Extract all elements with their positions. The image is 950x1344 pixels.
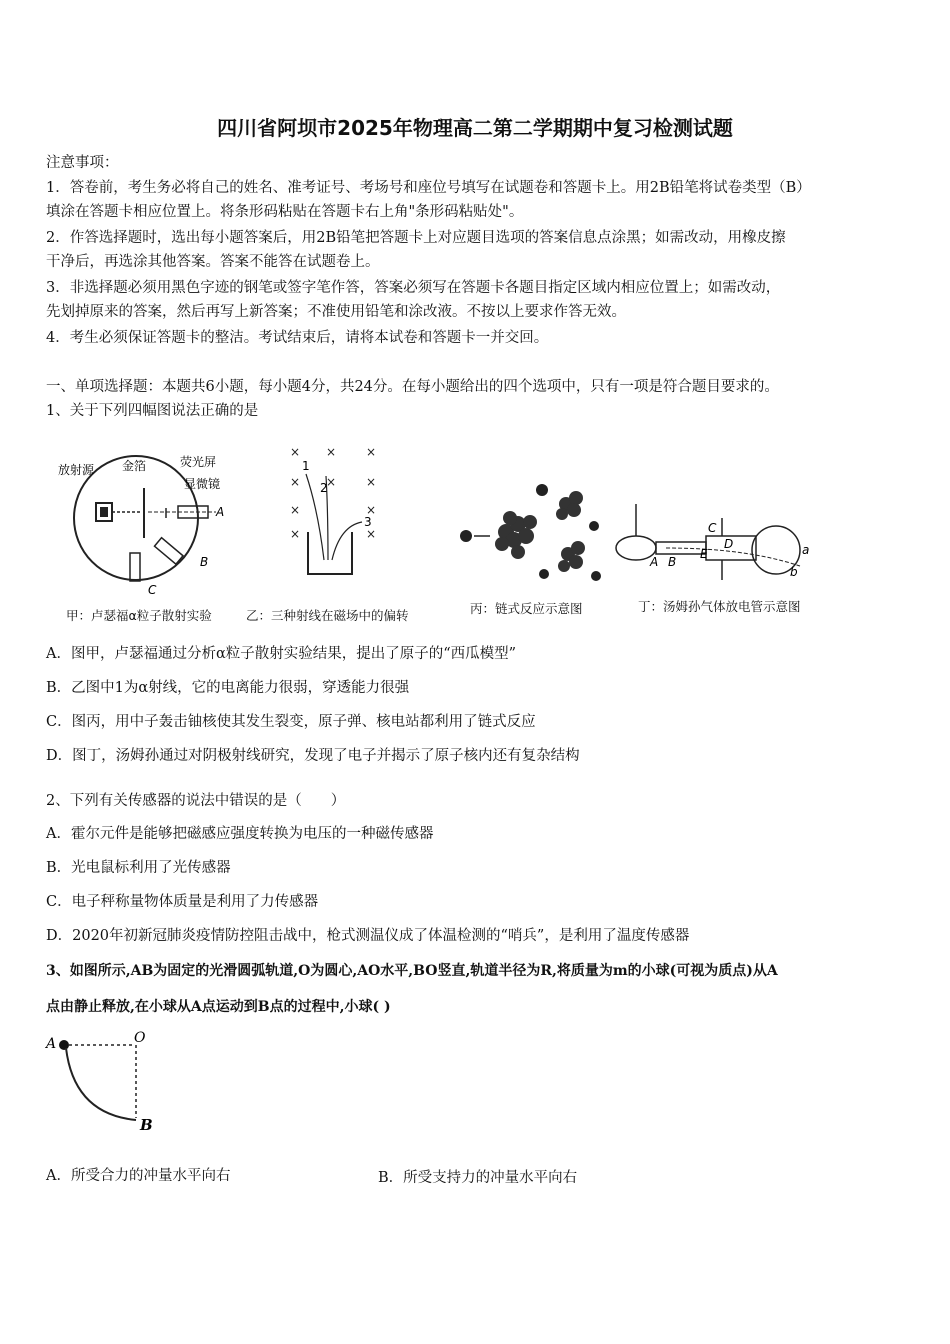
svg-text:×: × [290, 503, 301, 517]
label-A: A [216, 505, 225, 519]
notice-line: 先划掉原来的答案，然后再写上新答案；不准使用铅笔和涂改液。不按以上要求作答无效。 [46, 304, 626, 320]
label-gold-foil: 金箔 [122, 459, 147, 473]
figure-chain-reaction [456, 478, 606, 588]
figure-rutherford [56, 448, 246, 598]
svg-text:×: × [326, 445, 337, 459]
svg-text:×: × [326, 475, 337, 489]
caption-jia: 甲：卢瑟福α粒子散射实验 [66, 608, 212, 623]
label-E: E [700, 547, 708, 561]
label-ray-1: 1 [302, 459, 310, 473]
notice-line: 3．非选择题必须用黑色字迹的钢笔或签字笔作答，答案必须写在答题卡各题目指定区域内相应位置上；如需改动， [46, 280, 781, 296]
svg-text:×: × [290, 445, 301, 459]
section-heading: 一、单项选择题：本题共6小题，每小题4分，共24分。在每小题给出的四个选项中，只有一项是符合题目要求的。 [46, 379, 779, 395]
label-point-A: A [46, 1036, 57, 1052]
question-2-option-d: D．2020年初新冠肺炎疫情防控阻击战中，枪式测温仪成了体温检测的“哨兵”，是利用了温度传感器 [46, 928, 690, 944]
question-1-option-d: D．图丁，汤姆孙通过对阴极射线研究，发现了电子并揭示了原子核内还有复杂结构 [46, 748, 580, 764]
question-3-option-a: A．所受合力的冲量水平向右 [46, 1168, 231, 1184]
label-ray-3: 3 [364, 515, 372, 529]
label-b: b [790, 565, 798, 579]
caption-yi: 乙：三种射线在磁场中的偏转 [246, 608, 409, 623]
caption-bing: 丙：链式反应示意图 [470, 601, 583, 616]
svg-text:×: × [366, 503, 377, 517]
svg-text:×: × [366, 527, 377, 541]
question-1-option-c: C．图丙，用中子轰击铀核使其发生裂变，原子弹、核电站都利用了链式反应 [46, 714, 536, 730]
label-a: a [802, 543, 810, 557]
label-B: B [668, 555, 677, 569]
label-B: B [200, 555, 209, 569]
question-3-option-b: B．所受支持力的冲量水平向右 [378, 1170, 578, 1186]
label-point-O: O [134, 1030, 146, 1046]
label-D: D [724, 537, 734, 551]
label-C: C [708, 521, 717, 535]
question-2-option-a: A．霍尔元件是能够把磁感应强度转换为电压的一种磁传感器 [46, 826, 434, 842]
notice-heading: 注意事项： [46, 155, 119, 171]
notice-line: 填涂在答题卡相应位置上。将条形码粘贴在答题卡右上角"条形码粘贴处"。 [46, 204, 524, 220]
question-2-option-c: C．电子秤称量物体质量是利用了力传感器 [46, 894, 319, 910]
label-C: C [148, 583, 157, 597]
caption-ding: 丁：汤姆孙气体放电管示意图 [638, 599, 801, 614]
question-2-option-b: B．光电鼠标利用了光传感器 [46, 860, 231, 876]
svg-text:×: × [366, 445, 377, 459]
label-microscope: 显微镜 [184, 477, 221, 491]
svg-text:×: × [290, 475, 301, 489]
label-point-B: B [140, 1116, 153, 1134]
question-3-stem-continued: 点由静止释放,在小球从A点运动到B点的过程中,小球( ) [46, 999, 391, 1015]
svg-text:×: × [290, 527, 301, 541]
figure-magnetic-deflection [280, 440, 390, 585]
page-title: 四川省阿坝市2025年物理高二第二学期期中复习检测试题 [217, 116, 733, 140]
notice-line: 干净后，再选涂其他答案。答案不能答在试题卷上。 [46, 254, 380, 270]
label-screen: 荧光屏 [180, 455, 217, 469]
figure-discharge-tube [606, 496, 816, 592]
figure-arc-track [42, 1026, 172, 1136]
notice-line: 2．作答选择题时，选出每小题答案后，用2B铅笔把答题卡上对应题目选项的答案信息点涂黑；如需改动，用橡皮擦 [46, 230, 786, 246]
notice-line: 1．答卷前，考生务必将自己的姓名、准考证号、考场号和座位号填写在试题卷和答题卡上。用2B铅笔将试卷类型（B） [46, 180, 811, 196]
question-2-stem: 2、下列有关传感器的说法中错误的是（ ） [46, 793, 346, 809]
svg-text:×: × [366, 475, 377, 489]
question-1-option-b: B．乙图中1为α射线，它的电离能力很弱，穿透能力很强 [46, 680, 410, 696]
label-source: 放射源 [58, 463, 95, 477]
question-1-stem: 1、关于下列四幅图说法正确的是 [46, 403, 259, 419]
label-ray-2: 2 [320, 481, 328, 495]
label-A: A [650, 555, 659, 569]
question-1-option-a: A．图甲，卢瑟福通过分析α粒子散射实验结果，提出了原子的“西瓜模型” [46, 646, 517, 662]
notice-line: 4．考生必须保证答题卡的整洁。考试结束后，请将本试卷和答题卡一并交回。 [46, 330, 549, 346]
question-3-stem: 3、如图所示,AB为固定的光滑圆弧轨道,O为圆心,AO水平,BO竖直,轨道半径为R,将质量为m的小球(可视为质点)从A [46, 963, 778, 979]
